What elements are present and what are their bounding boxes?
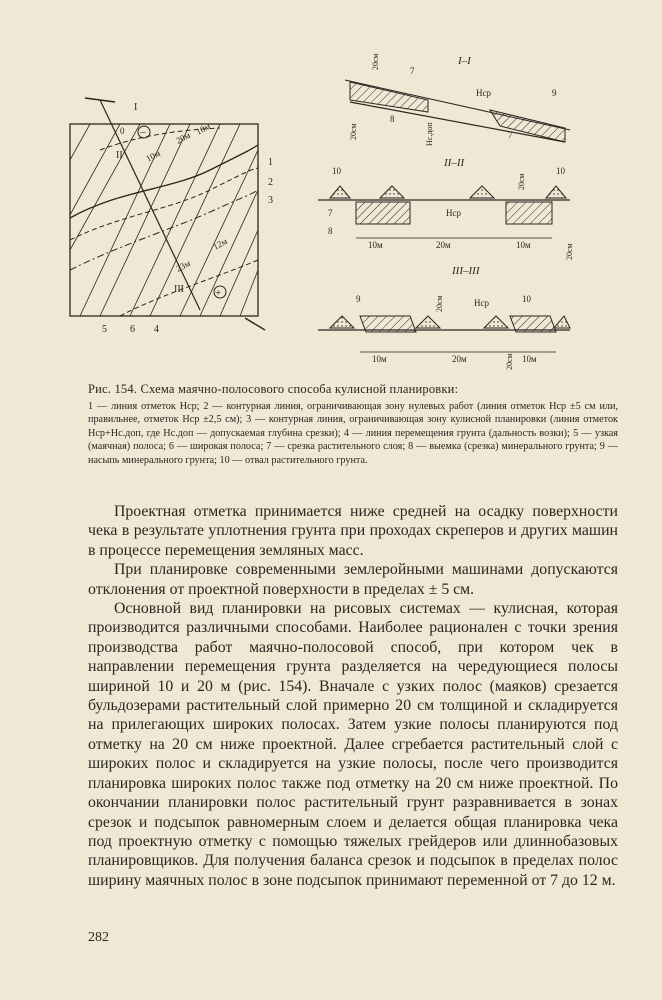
section-I-l8: 7 — [508, 130, 513, 140]
plan-23m: 23м — [174, 258, 192, 274]
plan-label-2: 2 — [268, 177, 273, 188]
section-I-I — [345, 53, 570, 146]
section-II-cut-2 — [506, 202, 552, 224]
section-III-III — [318, 265, 570, 370]
plan-frame — [70, 124, 258, 316]
section-III-heap-4 — [554, 316, 570, 328]
plan-label-5: 5 — [102, 324, 107, 335]
section-III-heap-1 — [330, 316, 354, 328]
body-text — [88, 502, 618, 890]
section-III-l2: 20см — [435, 295, 444, 312]
section-II-cut-1 — [356, 202, 410, 224]
section-II-l7: 10м — [368, 240, 383, 250]
section-II-l4: 7 — [328, 208, 333, 218]
section-III-title: III–III — [452, 265, 480, 277]
page-number: 282 — [88, 930, 109, 945]
section-mark-top — [85, 98, 115, 102]
plan-label-3: 3 — [268, 195, 273, 206]
section-I-l6: 8 — [390, 114, 395, 124]
section-III-fill-1 — [360, 316, 416, 332]
section-III-l3: Hср — [474, 298, 489, 308]
section-II-l8: 20м — [436, 240, 451, 250]
paragraph: При планировке современными землеройными машинами допускаются отклонения от проектной поверхности в пределах ± 5 см. — [88, 561, 618, 598]
plan-section-I: I — [134, 102, 138, 113]
section-I-title: I–I — [458, 55, 471, 67]
plan-10m: 10м — [144, 148, 162, 164]
figure-legend: 1 — линия отметок Hср; 2 — контурная линия, ограничивающая зону нулевых работ (линия отметок Hср ±5 см или, правильнее, отметок Hср ±2,5 см); 3 — контурная линия, ограничивающая зону кулисной планировки (линия отметок Hср+Hс.доп, где Hс.доп — допускаемая глубина срезки); 4 — линия перемещения грунта (дальность возки); 5 — узкая (маячная) полоса; 6 — широкая полоса; 7 — срезка растительного слоя; 8 — выемка (срезка) минерального грунта; 9 — насыпь минерального грунта; 10 — отвал растительного грунта. — [88, 401, 618, 466]
section-II-l2: 20см — [517, 173, 526, 190]
plan-20m: 20м — [174, 130, 192, 146]
section-I-cut — [350, 82, 428, 112]
section-III-heap-3 — [484, 316, 508, 328]
paragraph: Проектная отметка принимается ниже средней на осадку поверхности чека в результате уплотнения грунта при проходах скреперов и других машин в процессе перемещения земляных масс. — [88, 503, 618, 559]
section-mark-bottom — [245, 318, 265, 330]
section-I-l5: 20см — [349, 123, 358, 140]
paragraph: Основной вид планировки на рисовых системах — кулисная, которая производится различными способами. Наиболее рационален с точки зрения производства работ маячно-полосовой способ, при котором чек в направлении перемещения грунта разделяется на чередующиеся полосы шириной 10 и 20 м (рис. 154). Вначале с узких полос (маяков) срезается бульдозерами растительный слой примерно 20 см толщиной и складируется на прилегающих широких полосах. Затем узкие полосы планируются под отметку на 20 см ниже проектной. Далее сгребается растительный слой с широких полос и складируется на узкие полосы, после чего производится планировка широких полос также под отметку на 20 см ниже проектной. По окончании планировки полос растительный грунт разравнивается в зонах срезок и подсыпок равномерным слоем и делается общая планировка чека под проектную отметку с помощью тяжелых грейдеров или длиннобазовых планировщиков. Для получения баланса срезок и подсыпок в пределах полос ширину маячных полос в зоне подсыпок принимают переменной от 7 до 12 м. — [88, 600, 618, 889]
section-II-title: II–II — [444, 157, 465, 169]
section-II-heap-4 — [546, 186, 566, 198]
plan-section-III: III — [174, 284, 184, 295]
section-I-l7: Hс.доп — [425, 122, 434, 146]
section-III-l4: 10 — [522, 294, 531, 304]
section-II-l3: 10 — [556, 166, 565, 176]
plan-label-1: 1 — [268, 157, 273, 168]
section-III-l7: 20см — [505, 353, 514, 370]
section-II-heap-3 — [470, 186, 494, 198]
section-II-heap-1 — [330, 186, 350, 198]
figure-154 — [60, 40, 620, 380]
section-I-l1: 20см — [371, 53, 380, 70]
plan-strips — [70, 124, 258, 316]
section-I-l2: 7 — [410, 66, 415, 76]
plan-label-4: 4 — [154, 324, 159, 335]
contour-line-3 — [70, 190, 258, 270]
section-II-l1: 10 — [332, 166, 341, 176]
section-II-l9: 10м — [516, 240, 531, 250]
section-II-l5: 8 — [328, 226, 333, 236]
section-II-heap-2 — [380, 186, 404, 198]
section-III-heap-2 — [416, 316, 440, 328]
section-III-l6: 20м — [452, 354, 467, 364]
plan-label-6: 6 — [130, 324, 135, 335]
section-III-l5: 10м — [372, 354, 387, 364]
plan-zero: 0 — [120, 126, 125, 136]
plan-12m: 12м — [211, 236, 229, 252]
plan-10m-b: 10м — [194, 121, 212, 137]
plan-diagram — [70, 98, 273, 335]
figure-caption: Рис. 154. Схема маячно-полосового способа кулисной планировки: — [88, 382, 459, 396]
section-I-l3: Hср — [476, 88, 491, 98]
section-III-l1: 9 — [356, 294, 361, 304]
plan-section-II: II — [116, 150, 123, 161]
section-III-fill-2 — [510, 316, 556, 332]
section-II-l6: Hср — [446, 208, 461, 218]
plan-plus: + — [215, 287, 222, 299]
section-III-l8: 10м — [522, 354, 537, 364]
section-II-II — [318, 157, 574, 260]
plan-minus: − — [140, 127, 147, 139]
section-I-l4: 9 — [552, 88, 557, 98]
section-II-l10: 20см — [565, 243, 574, 260]
